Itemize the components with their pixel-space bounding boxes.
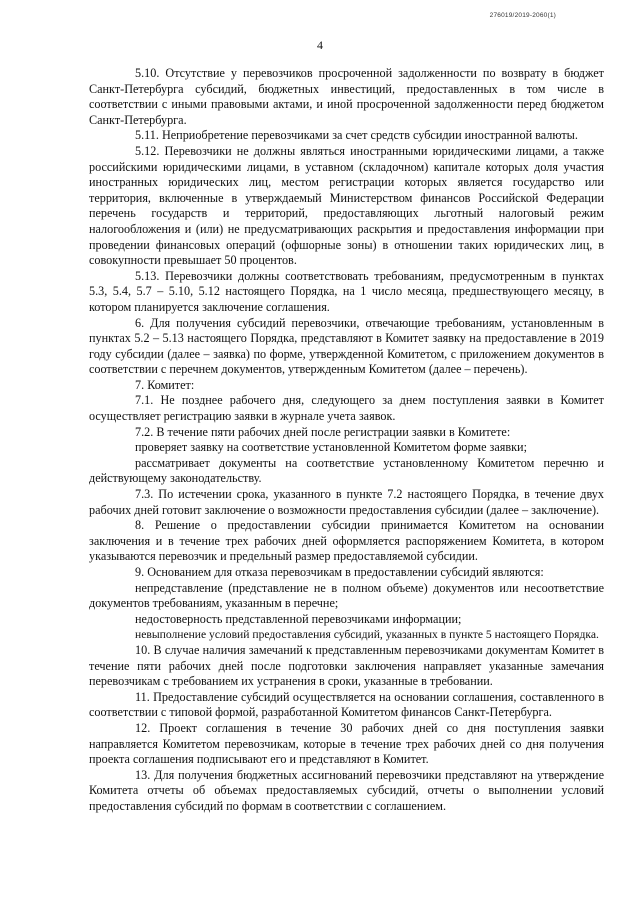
paragraph-5-13: 5.13. Перевозчики должны соответствовать требованиям, предусмотренным в пунктах 5.3, 5.4, 5.7 – 5.10, 5.12 настоящего Порядка, на 1 число месяца, предшествующего месяцу, в котором планируется заключение соглашения. bbox=[89, 268, 604, 314]
document-id: 276019/2019-2060(1) bbox=[489, 12, 556, 19]
paragraph-10: 10. В случае наличия замечаний к представленным перевозчиками документам Комитет в течение пяти рабочих дней после подготовки заключения направляет указанные замечания перевозчикам с требованием их устранения в сроки, указанные в требовании. bbox=[89, 642, 604, 689]
paragraph-7-2: 7.2. В течение пяти рабочих дней после регистрации заявки в Комитете: bbox=[135, 424, 511, 439]
paragraph-7-2-item-2: рассматривает документы на соответствие установленному Комитетом перечню и действующему законодательству. bbox=[89, 455, 604, 486]
paragraph-12: 12. Проект соглашения в течение 30 рабочих дней со дня поступления заявки направляется Комитетом перевозчикам, которые в течение трех рабочих дней со дня получения проекта соглашения подписывают его и представляют в Комитет. bbox=[89, 720, 604, 767]
document-body bbox=[89, 66, 604, 815]
paragraph-5-12: 5.12. Перевозчики не должны являться иностранными юридическими лицами, а также российскими юридическими лицами, в уставном (складочном) капитале которых доля участия иностранных юридических лиц, местом регистрации которых является государство или территория, включенные в утверждаемый Министерством финансов Российской Федерации перечень государств и территорий, предоставляющих льготный налоговый режим налогообложения и (или) не предусматривающих раскрытия и предоставления информации при проведении финансовых операций (офшорные зоны) в отношении таких юридических лиц, в совокупности превышает 50 процентов. bbox=[89, 143, 604, 268]
paragraph-13: 13. Для получения бюджетных ассигнований перевозчики представляют на утверждение Комитета отчеты об объемах предоставляемых субсидий, отчеты о выполнении условий предоставления субсидий по формам в соответствии с соглашением. bbox=[89, 767, 604, 813]
paragraph-5-10: 5.10. Отсутствие у перевозчиков просроченной задолженности по возврату в бюджет Санкт-Петербурга субсидий, бюджетных инвестиций, предоставленных в том числе в соответствии с иными правовыми актами, и иной просроченной задолженности перед бюджетом Санкт-Петербурга. bbox=[89, 66, 604, 127]
paragraph-9-item-1: непредставление (представление не в полном объеме) документов или несоответствие документов требованиям, указанным в перечне; bbox=[89, 580, 604, 611]
paragraph-11: 11. Предоставление субсидий осуществляется на основании соглашения, составленного в соответствии с типовой формой, разработанной Комитетом финансов Санкт-Петербурга. bbox=[89, 689, 604, 720]
paragraph-6: 6. Для получения субсидий перевозчики, отвечающие требованиям, установленным в пунктах 5.2 – 5.13 настоящего Порядка, представляют в Комитет заявку на предоставление в 2019 году субсидии (далее – заявка) по форме, утвержденной Комитетом, с приложением документов в соответствии с перечнем документов, утвержденным Комитетом (далее – перечень). bbox=[89, 315, 604, 377]
page-number: 4 bbox=[317, 38, 323, 52]
paragraph-9-item-2: недостоверность представленной перевозчиками информации; bbox=[135, 611, 462, 626]
paragraph-8: 8. Решение о предоставлении субсидии принимается Комитетом на основании заключения и в течение трех рабочих дней оформляется распоряжением Комитета, в котором указываются перевозчик и предельный размер предоставляемой субсидии. bbox=[89, 518, 604, 564]
paragraph-9-item-3: невыполнение условий предоставления субсидий, указанных в пункте 5 настоящего Порядка. bbox=[135, 628, 599, 642]
paragraph-5-11: 5.11. Неприобретение перевозчиками за счет средств субсидии иностранной валюты. bbox=[135, 128, 578, 143]
paragraph-7: 7. Комитет: bbox=[135, 377, 195, 392]
paragraph-9: 9. Основанием для отказа перевозчикам в предоставлении субсидий являются: bbox=[135, 565, 544, 579]
paragraph-7-2-item-1: проверяет заявку на соответствие установленной Комитетом форме заявки; bbox=[135, 440, 527, 455]
paragraph-7-1: 7.1. Не позднее рабочего дня, следующего за днем поступления заявки в Комитет осуществляет регистрацию заявки в журнале учета заявок. bbox=[89, 393, 604, 424]
paragraph-7-3: 7.3. По истечении срока, указанного в пункте 7.2 настоящего Порядка, в течение двух рабочих дней готовит заключение о возможности предоставления субсидии (далее – заключение). bbox=[89, 487, 604, 517]
